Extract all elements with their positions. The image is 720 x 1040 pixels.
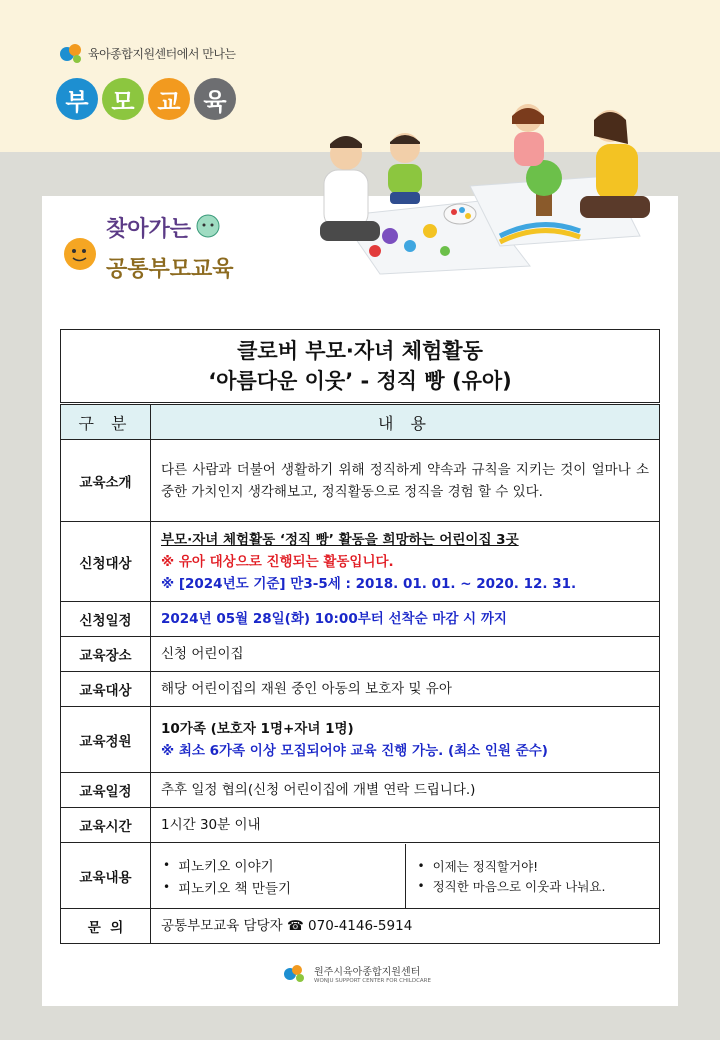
schedule-text: 추후 일정 협의(신청 어린이집에 개별 연락 드립니다.) xyxy=(151,773,660,808)
list-item: • 피노키오 이야기 xyxy=(163,857,274,875)
logo-circle-mo: 모 xyxy=(102,78,144,120)
program-logo xyxy=(56,78,236,120)
table-row xyxy=(61,637,660,672)
apply-date-text: 2024년 05월 28일(화) 10:00부터 선착순 마감 시 까지 xyxy=(151,602,660,637)
footer-org-name: 원주시육아종합지원센터 xyxy=(314,966,421,978)
apply-target-note: ※ 유아 대상으로 진행되는 활동입니다. xyxy=(161,553,394,570)
logo-circle-gyo: 교 xyxy=(148,78,190,120)
place-text: 신청 어린이집 xyxy=(151,637,660,672)
header-category: 구 분 xyxy=(61,405,151,440)
org-logo-icon xyxy=(58,40,84,66)
target-text: 해당 어린이집의 재원 중인 아동의 보호자 및 유아 xyxy=(151,672,660,707)
row-label: 교육정원 xyxy=(61,707,151,773)
capacity-cell xyxy=(151,707,660,773)
row-label: 문 의 xyxy=(61,909,151,944)
table-row xyxy=(61,843,660,909)
apply-target-age: ※ [2024년도 기준] 만3-5세 : 2018. 01. 01. ~ 2020. 12. 31. xyxy=(161,575,577,592)
list-item: • 정직한 마음으로 이웃과 나눠요. xyxy=(417,878,606,894)
row-label: 교육내용 xyxy=(61,843,151,909)
intro-text: 다른 사람과 더불어 생활하기 위해 정직하게 약속과 규칙을 지키는 것이 얼마나 소중한 가치인지 생각해보고, 정직활동으로 정직을 경험 할 수 있다. xyxy=(151,440,660,522)
footer-logo-icon xyxy=(282,962,308,984)
table-row xyxy=(61,522,660,602)
apply-target-line1: 부모·자녀 체험활동 ‘정직 빵’ 활동을 희망하는 어린이집 3곳 xyxy=(161,531,519,548)
program-title-box xyxy=(60,329,660,403)
program-title-line2: ‘아름다운 이웃’ - 정직 빵 (유아) xyxy=(208,369,512,393)
list-item: • 피노키오 책 만들기 xyxy=(163,879,291,897)
logo-circle-yuk: 육 xyxy=(194,78,236,120)
row-label: 교육일정 xyxy=(61,773,151,808)
org-line-text: 육아종합지원센터에서 만나는 xyxy=(88,46,236,61)
time-text: 1시간 30분 이내 xyxy=(151,808,660,843)
title-logo-line2: 공통부모교육 xyxy=(106,257,234,282)
list-item: • 이제는 정직할거야! xyxy=(417,858,539,874)
capacity-line2: ※ 최소 6가족 이상 모집되어야 교육 진행 가능. (최소 인원 준수) xyxy=(161,742,548,759)
table-header-row xyxy=(61,405,660,440)
footer-org-sub: WONJU SUPPORT CENTER FOR CHILDCARE xyxy=(314,977,431,984)
contact-text: 공통부모교육 담당자 ☎ 070-4146-5914 xyxy=(151,909,660,944)
family-painting-illustration xyxy=(280,96,670,276)
table-row xyxy=(61,808,660,843)
org-header xyxy=(58,40,236,66)
table-row xyxy=(61,909,660,944)
content-cell xyxy=(151,843,660,909)
logo-circle-bu: 부 xyxy=(56,78,98,120)
program-info-table xyxy=(60,404,660,944)
program-title-line1: 클로버 부모·자녀 체험활동 xyxy=(237,339,483,363)
capacity-line1: 10가족 (보호자 1명+자녀 1명) xyxy=(161,720,354,737)
footer-org-logo xyxy=(282,962,431,984)
row-label: 교육소개 xyxy=(61,440,151,522)
table-row xyxy=(61,672,660,707)
apply-target-cell xyxy=(151,522,660,602)
table-row xyxy=(61,707,660,773)
row-label: 교육장소 xyxy=(61,637,151,672)
header-content: 내 용 xyxy=(151,405,660,440)
table-row xyxy=(61,602,660,637)
content-right-list xyxy=(406,844,660,908)
table-row xyxy=(61,440,660,522)
content-left-list xyxy=(151,844,406,908)
row-label: 교육시간 xyxy=(61,808,151,843)
visiting-parent-education-logo xyxy=(58,196,238,296)
title-logo-line1: 찾아가는 xyxy=(106,217,192,242)
table-row xyxy=(61,773,660,808)
row-label: 교육대상 xyxy=(61,672,151,707)
row-label: 신청대상 xyxy=(61,522,151,602)
row-label: 신청일정 xyxy=(61,602,151,637)
